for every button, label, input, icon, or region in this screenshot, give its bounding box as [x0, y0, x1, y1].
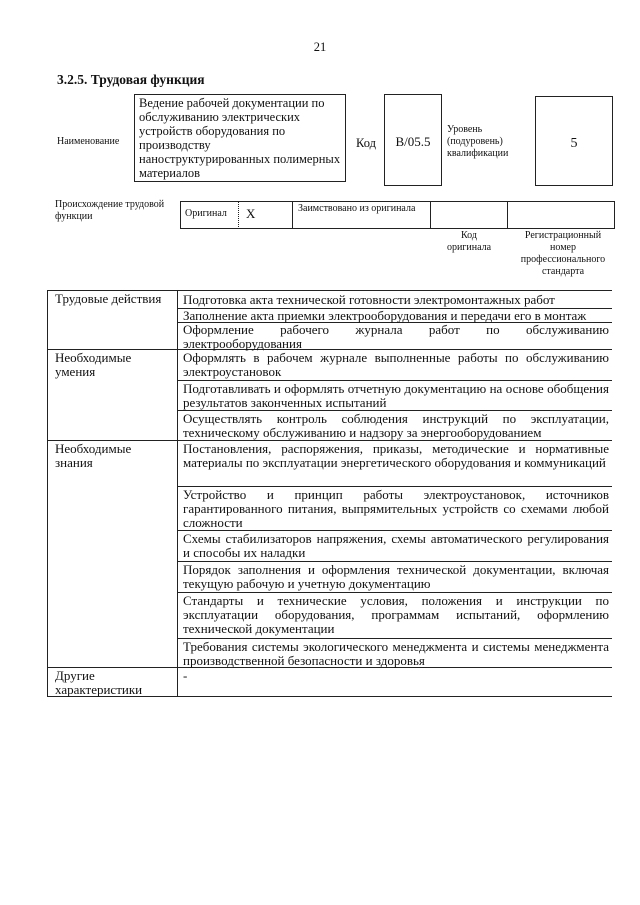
table-row: Подготавливать и оформлять отчетную документацию на основе обобщения результатов законченных испытаний [183, 381, 609, 410]
actions-label: Трудовые действия [55, 291, 162, 306]
table-row: Постановления, распоряжения, приказы, методические и нормативные материалы по эксплуатации энергетического оборудования и коммуникаций [183, 441, 609, 470]
section-title: 3.2.5. Трудовая функция [57, 72, 205, 87]
table-row: Оформлять в рабочем журнале выполненные работы по обслуживанию электроустановок [183, 350, 609, 379]
table-row: Порядок заполнения и оформления технической документации, включая текущую рабочую и учетную документацию [183, 562, 609, 591]
table-row: Осуществлять контроль соблюдения инструкций по эксплуатации, техническому обслуживанию и надзору за энергооборудованием [183, 411, 609, 440]
table-row: Оформление рабочего журнала работ по обслуживанию электрооборудования [183, 322, 609, 351]
level-label: Уровень (подуровень) квалификации [447, 124, 509, 159]
page-number: 21 [313, 40, 327, 54]
table-row: Устройство и принцип работы электроустановок, источников гарантированного питания, выпрямительных устройств со схемами любой сложности [183, 487, 609, 530]
table-row: Стандарты и технические условия, положения и инструкции по эксплуатации оборудования, программам испытаний, оформлению технической документации [183, 593, 609, 636]
table-row: Требования системы экологического менеджмента и системы менеджмента производственной безопасности и здоровья [183, 639, 609, 668]
other-label: Другие характеристики [55, 668, 143, 697]
table-row: Заполнение акта приемки электрооборудования и передачи его в монтаж [183, 308, 587, 323]
knowledge-label: Необходимые знания [55, 441, 132, 470]
level-box [535, 96, 613, 186]
other-value: - [183, 668, 188, 683]
original-label: Оригинал [185, 208, 227, 219]
code-box [384, 94, 442, 186]
level-value: 5 [570, 136, 578, 151]
skills-label: Необходимые умения [55, 350, 132, 379]
function-name-box [134, 94, 346, 182]
name-label: Наименование [57, 136, 120, 147]
table-row: Схемы стабилизаторов напряжения, схемы автоматического регулирования и способы их наладки [183, 531, 609, 560]
code-original-caption: Код оригинала [446, 230, 492, 253]
reg-number-caption: Регистрационный номер профессионального стандарта [520, 230, 606, 277]
function-name-value: Ведение рабочей документации по обслуживанию электрических устройств оборудования по производству наноструктурированных полимерных материалов [139, 96, 341, 180]
borrowed-label: Заимствовано из оригинала [298, 203, 416, 214]
code-label: Код [356, 136, 376, 150]
table-row: Подготовка акта технической готовности электромонтажных работ [183, 292, 555, 307]
code-value: B/05.5 [395, 134, 431, 149]
origin-label: Происхождение трудовой функции [55, 199, 165, 222]
original-mark: X [246, 206, 256, 221]
